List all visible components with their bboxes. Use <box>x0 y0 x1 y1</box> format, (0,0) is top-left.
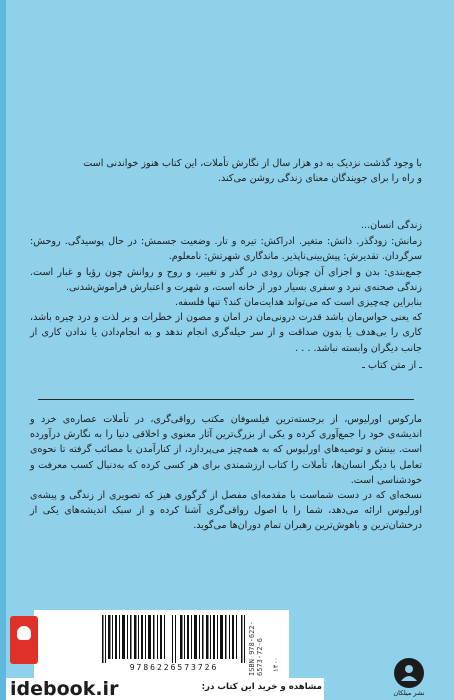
about-paragraph: مارکوس اورلیوس، از برجسته‌ترین فیلسوفان مکتب رواقی‌گری، در تأملات عصاره‌ی خرد و اندیشه‌ی خود را جمع‌آوری کرده و یکی از بزرگ‌ترین آثار معنوی و اخلاقی دنیا را به نگارش درآورده است. بینش و توصیه‌های اورلیوس که به همه‌چیز می‌پردازد، از کنارآمدن با مصائب گرفته تا نحوه‌ی تعامل با دیگر انسان‌ها، تأملات را کتاب ارزشمندی برای هر کسی کرده که به‌دنبال کسب معرفت و خودشناسی است. <box>30 414 422 486</box>
publisher-emblem-icon <box>392 656 426 690</box>
excerpt-paragraph: بنابراین چه‌چیزی است که می‌تواند هدایت‌مان کند؟ تنها فلسفه. <box>175 297 422 309</box>
intro-text <box>30 156 422 186</box>
barcode <box>100 615 248 663</box>
price-label: ۱۴۰۰ <box>272 656 280 672</box>
barcode-number: 9786226573726 <box>129 663 219 672</box>
book-excerpt <box>30 218 422 373</box>
spine-edge <box>0 0 6 700</box>
publisher-name: نشر میلکان <box>393 689 425 697</box>
excerpt-paragraph: که یعنی حواس‌مان باشد قدرت درونی‌مان در امان و مصون از خطرات و بر لذت و درد چیره باشد، کاری را بی‌هدف یا بدون صداقت و از سر حیله‌گری انجام ندهد و به انجام‌دادن یا ندادن کاری از جانب دیگران وابسته نباشد. . . . <box>30 312 422 354</box>
site-logo[interactable]: idebook.ir <box>10 678 119 700</box>
intro-line-1: با وجود گذشت نزدیک به دو هزار سال از نگارش تأملات، این کتاب هنوز خواندنی است <box>83 158 422 169</box>
intro-line-2: و راه را برای جویندگان معنای زندگی روشن می‌کند. <box>217 173 422 185</box>
promo-banner[interactable] <box>6 678 324 700</box>
promo-text: مشاهده و خرید این کتاب در: <box>201 682 322 692</box>
excerpt-title: زندگی انسان... <box>361 220 422 231</box>
excerpt-source: ـ از متن کتاب ـ <box>362 359 422 371</box>
about-book <box>30 412 422 534</box>
excerpt-paragraph: زمانش: زودگذر. ذاتش: متغیر. ادراکش: تیره و تار. وضعیت جسمش: در حال پوسیدگی. روحش: سرگردان. تقدیرش: پیش‌بینی‌ناپذیر. ماندگاری شهرتش: نامعلوم. <box>30 236 422 263</box>
isbn-label: ISBN 978-622-6573-72-6 <box>248 621 264 676</box>
about-paragraph: نسخه‌ای که در دست شماست با مقدمه‌ای مفصل از گرگوری هیز که تصویری از زندگی و پیشه‌ی اورلیوس ارائه می‌دهد، شما را با اصول رواقی‌گری آشنا کرده و از سبک اندیشه‌های یکی از درخشان‌ترین و باهوش‌ترین رهبران تمام دوران‌ها می‌گوید. <box>30 490 422 532</box>
excerpt-paragraph: جمع‌بندی: بدن و اجزای آن چونان رودی در گذر و تغییر، و روح و روانش چون رؤیا و غبار است. زندگی صحنه‌ی نبرد و سفری بسیار دور از خانه است، و شهرت و اعتبارش فراموش‌شدنی. <box>30 266 422 293</box>
bookmark-badge-icon <box>10 616 38 664</box>
divider-line <box>38 399 414 400</box>
